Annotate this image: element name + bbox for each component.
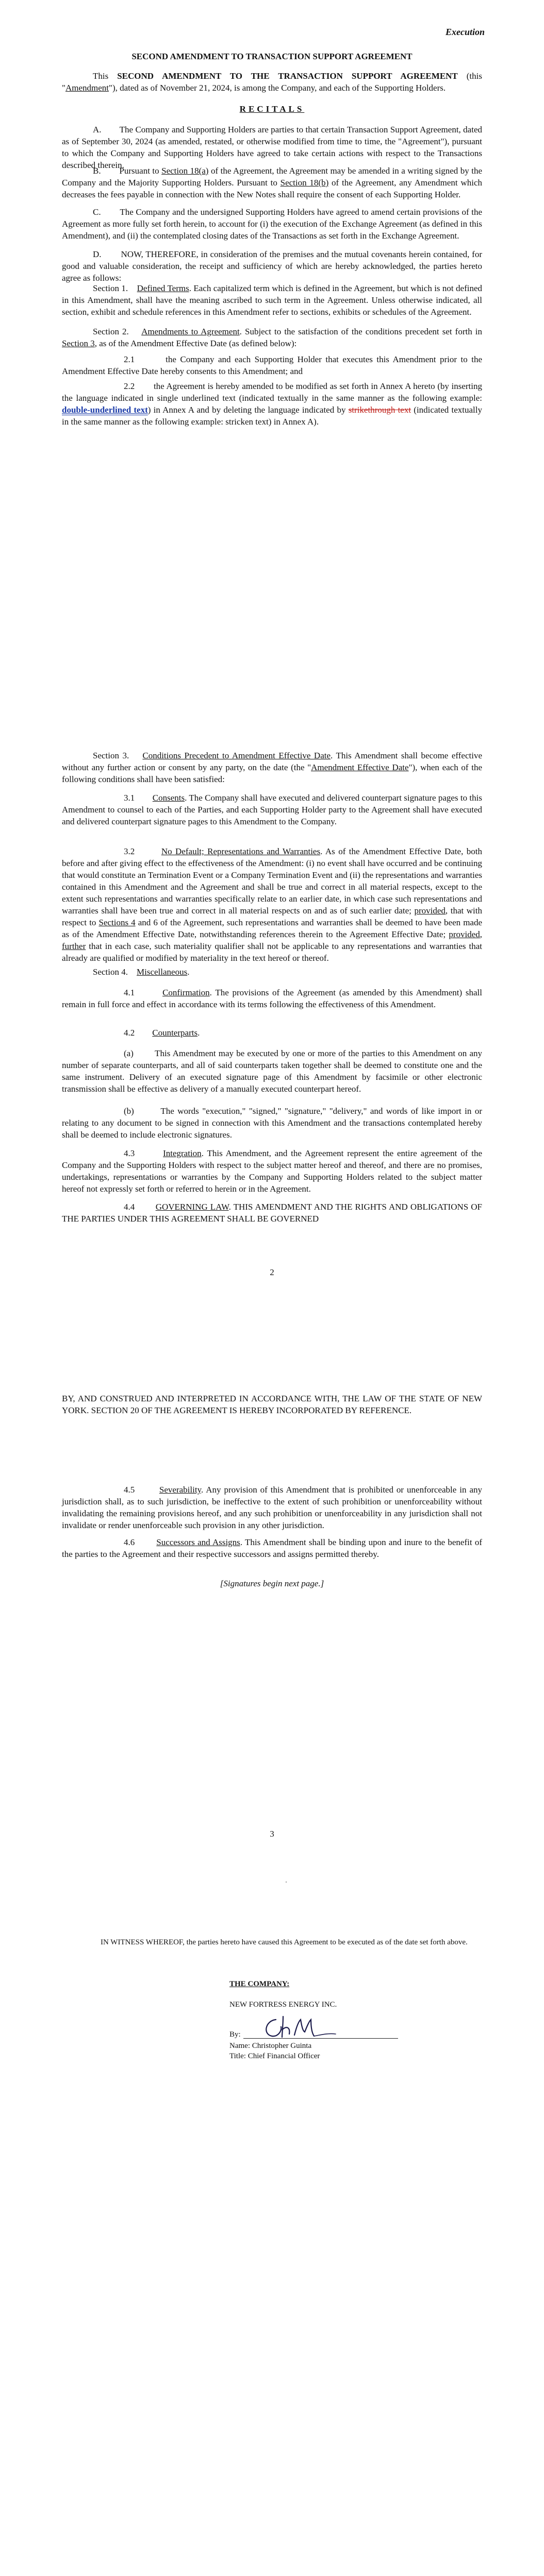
- page-number-3: 3: [270, 1829, 274, 1839]
- recitals-heading: RECITALS: [239, 104, 305, 114]
- page-1: [0, 0, 544, 716]
- handwritten-signature: [260, 2013, 338, 2042]
- page-break-mark: [286, 1882, 287, 1883]
- company-name: NEW FORTRESS ENERGY INC.: [229, 2001, 337, 2009]
- section-4: Section 4. Miscellaneous.: [93, 967, 190, 977]
- intro-paragraph: This SECOND AMENDMENT TO THE TRANSACTION SUPPORT AGREEMENT (this "Amendment"), dated as of November 21, 2024, is among the Company, and each of the Supporting Holders.: [62, 71, 482, 93]
- section-4-3: 4.3 Integration. This Amendment, and the Agreement represent the entire agreement of the Company and the Supporting Holders with respect to the subject matter hereof and thereof, and there are no promises, undertakings, representations or warranties by the Company and Supporting Holders related to the subject matter hereof not expressly set forth or referred to herein or in the Agreement.: [62, 1148, 482, 1194]
- section-2-2: 2.2 the Agreement is hereby amended to be modified as set forth in Annex A hereto (by inserting the language indicated in single underlined text (indicated textually in the same manner as the following example: double-underlined text) in Annex A and by deleting the language indicated by strikethrough text (indicated textually in the same manner as the following example: stricken text) in Annex A).: [62, 381, 482, 427]
- witness-clause: IN WITNESS WHEREOF, the parties hereto have caused this Agreement to be executed as of the date set forth above.: [101, 1938, 468, 1946]
- signer-name: Name: Christopher Guinta: [229, 2042, 312, 2050]
- section-3-2: 3.2 No Default; Representations and Warranties. As of the Amendment Effective Date, both before and after giving effect to the effectiveness of the Amendment: (i) no event shall have occurred and be continuing that would constitute an Termination Event or a Company Termination Event and (ii) the representations and warranties contained in this Amendment and the Agreement and shall be true and correct in all material respects, except to the extent such representations and warranties specifically relate to an earlier date, in which case such representations and warranties shall have been true and correct in all material respects on and as of such earlier date; provided, that with respect to Sections 4 and 6 of the Agreement, such representations and warranties shall be deemed to have been made as of the Amendment Effective Date, notwithstanding references therein to the Agreement Effective Date; provided, further that in each case, such materiality qualifier shall not be applicable to any representations and warranties that already are qualified or modified by materiality in the text hereof or thereof.: [62, 846, 483, 963]
- section-1: Section 1. Defined Terms. Each capitalized term which is defined in the Agreement, but which is not defined in this Amendment, shall have the meaning ascribed to such term in the Agreement. Unless otherwise indicated, all section, exhibit and schedule references in this Amendment refer to sections, exhibits or schedules of the Agreement.: [62, 283, 482, 317]
- page-3: [0, 1484, 544, 2576]
- section-4-2: 4.2 Counterparts.: [124, 1028, 200, 1038]
- section-4-4: 4.4 GOVERNING LAW. THIS AMENDMENT AND THE RIGHTS AND OBLIGATIONS OF THE PARTIES UNDER THIS AGREEMENT SHALL BE GOVERNED: [62, 1202, 483, 1224]
- section-4-2-a: (a) This Amendment may be executed by one or more of the parties to this Amendment on any number of separate counterparts, and all of said counterparts taken together shall be deemed to constitute one and the same instrument. Delivery of an executed signature page of this Amendment by facsimile or other electronic transmission shall be effective as delivery of a manually executed counterpart hereof.: [62, 1048, 482, 1094]
- signatures-next-page: [Signatures begin next page.]: [220, 1579, 324, 1588]
- page-2: [0, 750, 544, 1481]
- section-2: Section 2. Amendments to Agreement. Subject to the satisfaction of the conditions precedent set forth in Section 3, as of the Amendment Effective Date (as defined below):: [62, 327, 483, 348]
- company-label: THE COMPANY:: [229, 1980, 290, 1988]
- page-number-2: 2: [270, 1267, 274, 1277]
- recital-c: C. The Company and the undersigned Supporting Holders have agreed to amend certain provisions of the Agreement as more fully set forth herein, to account for (i) the execution of the Exchange Agreement (as defined in this Amendment), and (ii) the contemplated closing dates of the Transactions as set forth in the Exchange Agreement.: [62, 207, 482, 241]
- section-4-1: 4.1 Confirmation. The provisions of the Agreement (as amended by this Amendment) shall remain in full force and effect in accordance with its terms following the effectiveness of this Amendment.: [62, 988, 482, 1009]
- section-2-1: 2.1 the Company and each Supporting Holder that executes this Amendment prior to the Amendment Effective Date hereby consents to this Amendment; and: [62, 354, 482, 376]
- by-label: By:: [229, 2030, 241, 2039]
- recital-b: B. Pursuant to Section 18(a) of the Agreement, the Agreement may be amended in a writing signed by the Company and the Majority Supporting Holders. Pursuant to Section 18(b) of the Agreement, any Amendment which decreases the fees payable in connection with the New Notes shall require the consent of each Supporting Holder.: [62, 166, 483, 199]
- document-title: SECOND AMENDMENT TO TRANSACTION SUPPORT AGREEMENT: [131, 52, 413, 61]
- section-4-5: 4.5 Severability. Any provision of this Amendment that is prohibited or unenforceable in any jurisdiction shall, as to such jurisdiction, be ineffective to the extent of such prohibition or unenforceability without invalidating the remaining provisions hereof, and any such prohibition or unenforceability in any jurisdiction shall not invalidate or render unenforceable such provision in any other jurisdiction.: [62, 1485, 483, 1530]
- section-4-6: 4.6 Successors and Assigns. This Amendment shall be binding upon and inure to the benefit of the parties to the Agreement and their respective successors and assigns permitted thereby.: [62, 1537, 482, 1559]
- signer-title: Title: Chief Financial Officer: [229, 2052, 320, 2060]
- section-3-1: 3.1 Consents. The Company shall have executed and delivered counterpart signature pages to this Amendment to counsel to each of the Parties, and each Supporting Holder party to the Agreement shall have executed and delivered counterpart signature pages to this Amendment to the Company.: [62, 793, 482, 826]
- section-4-2-b: (b) The words "execution," "signed," "signature," "delivery," and words of like import in or relating to any document to be signed in connection with this Amendment and the transactions contemplated hereby shall be deemed to include electronic signatures.: [62, 1106, 482, 1140]
- section-4-4-continued: BY, AND CONSTRUED AND INTERPRETED IN ACCORDANCE WITH, THE LAW OF THE STATE OF NEW YORK. SECTION 20 OF THE AGREEMENT IS HEREBY INCORPORATED BY REFERENCE.: [62, 1394, 482, 1415]
- section-3: Section 3. Conditions Precedent to Amendment Effective Date. This Amendment shall become effective without any further action or consent by any party, on the date (the "Amendment Effective Date"), when each of the following conditions shall have been satisfied:: [62, 751, 483, 784]
- recital-d: D. NOW, THEREFORE, in consideration of the premises and the mutual covenants herein contained, for good and valuable consideration, the receipt and sufficiency of which are hereby acknowledged, the parties hereto agree as follows:: [62, 249, 482, 283]
- recital-a: A. The Company and Supporting Holders are parties to that certain Transaction Support Agreement, dated as of September 30, 2024 (as amended, restated, or otherwise modified from time to time, the "Agreement"), pursuant to which the Company and Supporting Holders have agreed to take certain actions with respect to the Transactions described therein.: [62, 125, 482, 170]
- execution-header: Execution: [445, 27, 485, 37]
